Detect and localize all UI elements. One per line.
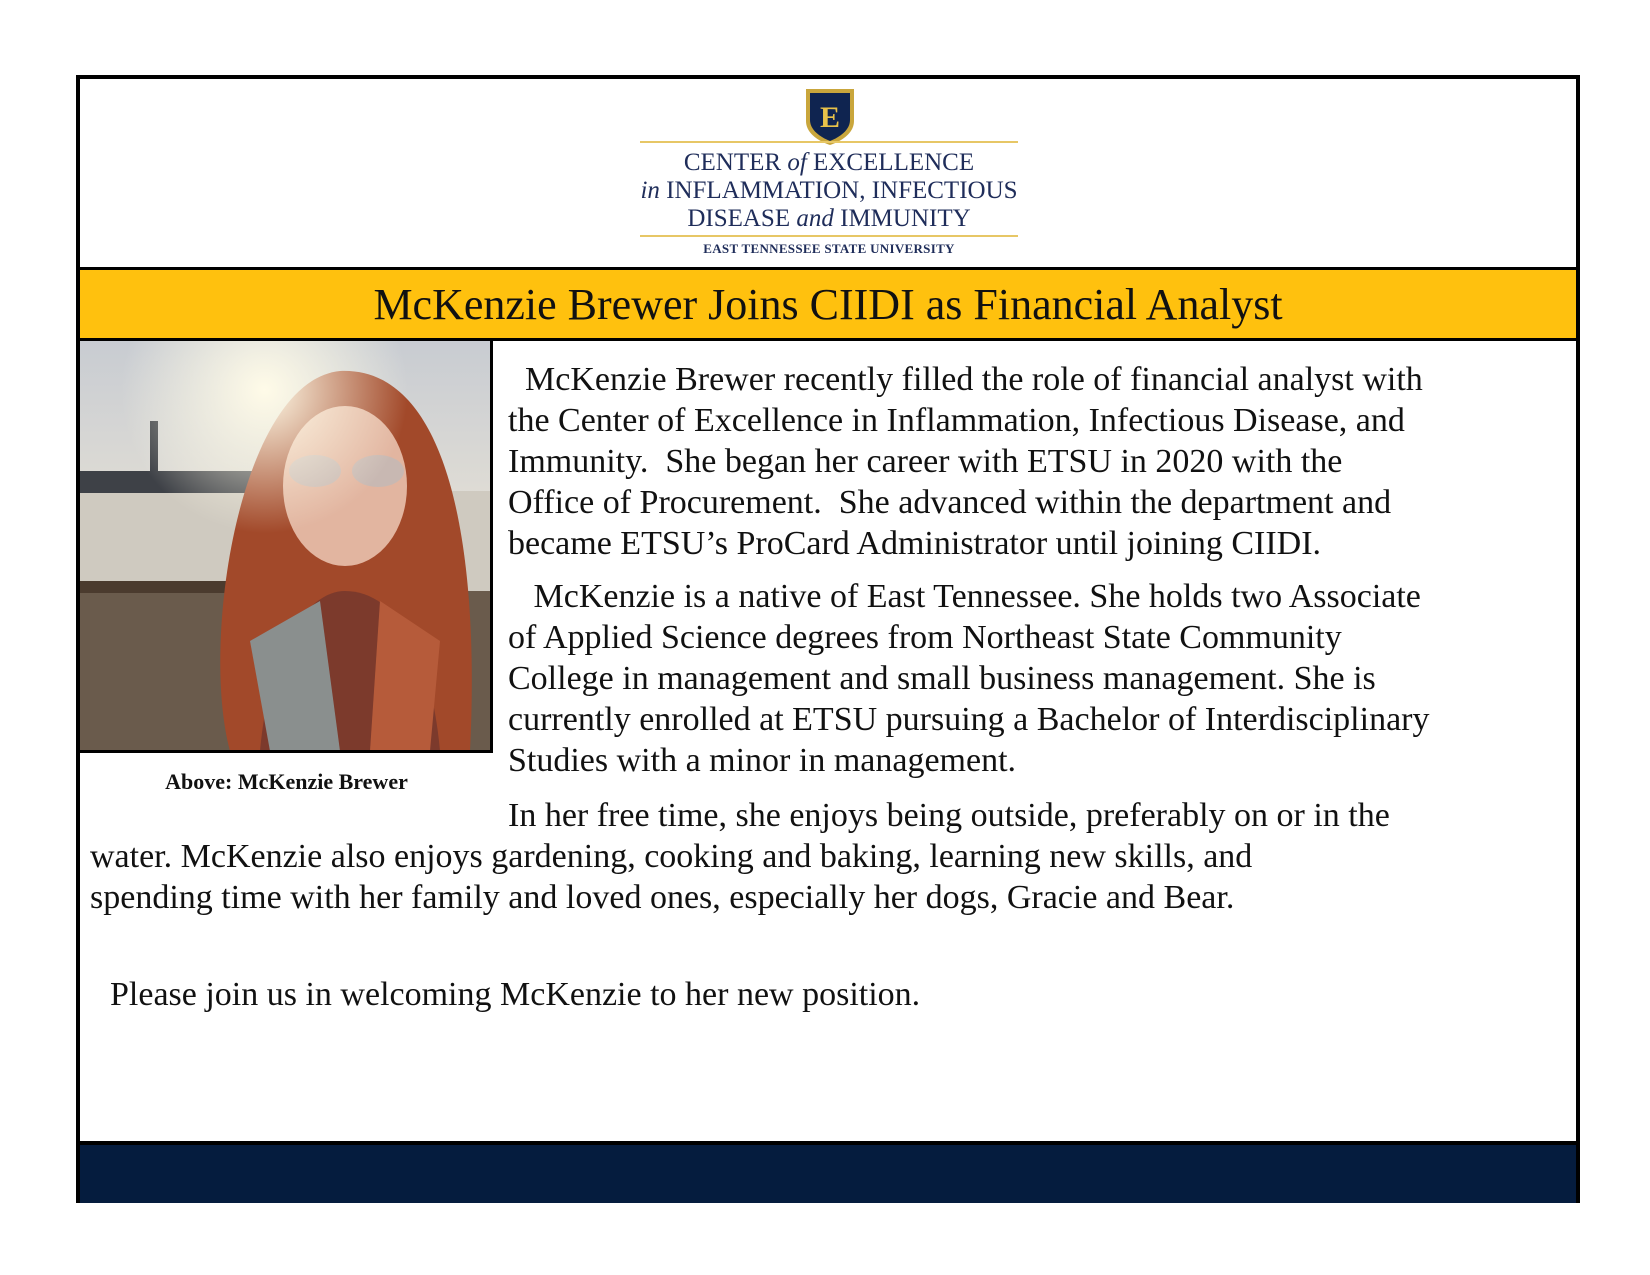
text-line: In her free time, she enjoys being outside, preferably on or in the — [508, 797, 1390, 834]
logo-line-2: in INFLAMMATION, INFECTIOUS — [640, 177, 1018, 204]
text-line: College in management and small business management. She is — [508, 660, 1376, 697]
logo-rule-top — [640, 141, 1018, 143]
paragraph-free-time — [90, 795, 1390, 918]
paragraph-intro — [508, 359, 1423, 564]
etsu-shield-icon — [804, 87, 856, 147]
text-line: the Center of Excellence in Inflammation, Infectious Disease, and — [508, 402, 1405, 439]
text-line: spending time with her family and loved ones, especially her dogs, Gracie and Bear. — [90, 879, 1235, 916]
text-line: McKenzie is a native of East Tennessee. She holds two Associate — [508, 578, 1421, 615]
ciidi-logo — [640, 87, 1018, 259]
text-line: became ETSU’s ProCard Administrator until joining CIIDI. — [508, 525, 1322, 562]
paragraph-welcome: Please join us in welcoming McKenzie to her new position. — [110, 976, 921, 1013]
headline: McKenzie Brewer Joins CIIDI as Financial Analyst — [373, 279, 1283, 329]
photo-caption: Above: McKenzie Brewer — [165, 769, 408, 794]
newsletter-frame — [76, 75, 1580, 1203]
text-line: Office of Procurement. She advanced within the department and — [508, 484, 1392, 521]
portrait-image — [80, 341, 490, 750]
paragraph-background — [508, 576, 1430, 781]
logo-rule-bottom — [640, 235, 1018, 237]
text-line: currently enrolled at ETSU pursuing a Bachelor of Interdisciplinary — [508, 701, 1430, 738]
text-line: Studies with a minor in management. — [508, 742, 1017, 779]
text-line: Immunity. She began her career with ETSU in 2020 with the — [508, 443, 1343, 480]
portrait-photo — [80, 341, 493, 753]
logo-university-line: EAST TENNESSEE STATE UNIVERSITY — [703, 241, 955, 256]
header — [80, 79, 1576, 267]
logo-line-3: DISEASE and IMMUNITY — [687, 205, 971, 232]
text-line: McKenzie Brewer recently filled the role of financial analyst with — [508, 361, 1423, 398]
logo-line-1: CENTER of EXCELLENCE — [683, 149, 975, 176]
shield-letter: E — [819, 101, 841, 134]
text-line: of Applied Science degrees from Northeast State Community — [508, 619, 1342, 656]
text-line: water. McKenzie also enjoys gardening, cooking and baking, learning new skills, and — [90, 838, 1253, 875]
headline-band — [80, 267, 1576, 341]
footer-bar — [80, 1141, 1576, 1203]
